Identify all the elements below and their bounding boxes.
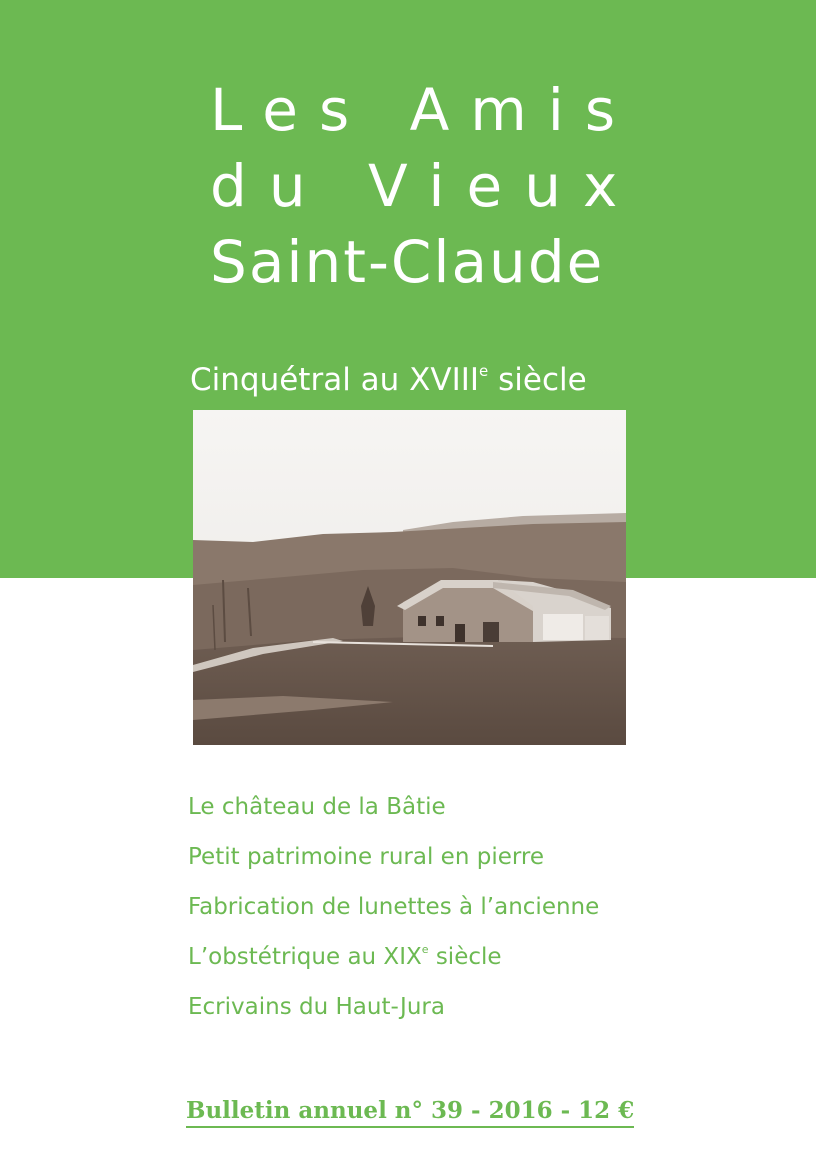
topic-text: L’obstétrique au XIX xyxy=(188,944,422,970)
topics-list xyxy=(188,787,599,1037)
topic-text: Petit patrimoine rural en pierre xyxy=(188,844,545,870)
title-line-1: Les Amis xyxy=(210,76,637,144)
topic-item xyxy=(188,987,599,1037)
farmhouse-photo-illustration xyxy=(193,410,626,745)
topic-text: Le château de la Bâtie xyxy=(188,794,446,820)
subtitle-suffix: siècle xyxy=(488,362,587,398)
bulletin-issue-price: Bulletin annuel n° 39 - 2016 - 12 € xyxy=(186,1097,634,1128)
subtitle-superscript: e xyxy=(479,362,489,380)
cover-photo-farmhouse xyxy=(193,410,626,745)
subtitle-text: Cinquétral au XVIII xyxy=(190,362,480,398)
topic-item xyxy=(188,837,599,887)
topic-superscript: e xyxy=(421,943,429,956)
topic-item xyxy=(188,887,599,937)
title-line-2: du Vieux xyxy=(210,152,640,220)
topic-suffix: siècle xyxy=(428,944,502,970)
topic-text: Ecrivains du Haut-Jura xyxy=(188,994,445,1020)
topic-text: Fabrication de lunettes à l’ancienne xyxy=(188,894,600,920)
issue-subtitle xyxy=(190,362,587,398)
topic-item xyxy=(188,937,599,987)
topic-item xyxy=(188,787,599,837)
title-line-3: Saint-Claude xyxy=(210,228,605,296)
journal-title xyxy=(210,72,639,300)
